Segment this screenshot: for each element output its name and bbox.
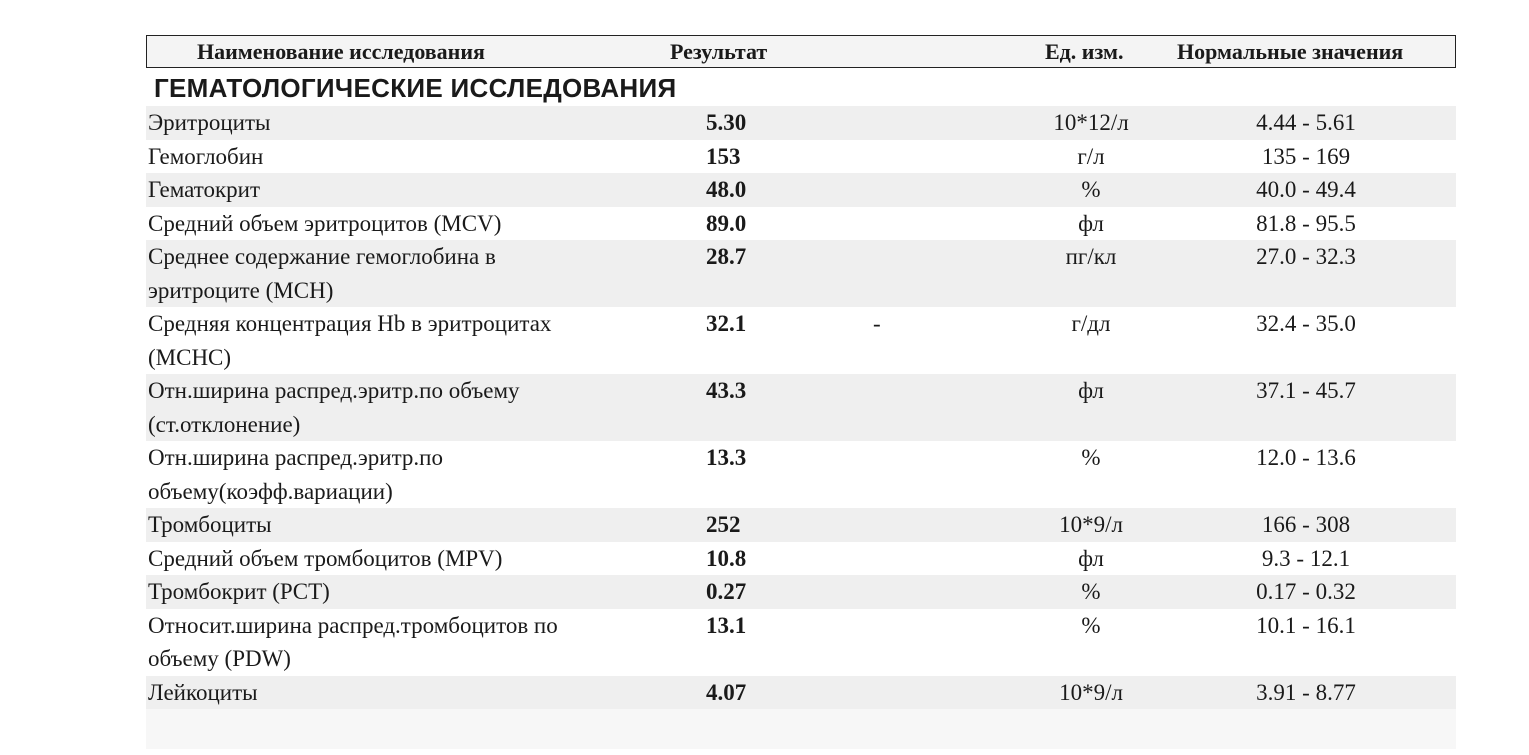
table-row xyxy=(146,575,1456,609)
table-row xyxy=(146,508,1456,542)
row-range: 40.0 - 49.4 xyxy=(1256,177,1356,202)
row-range: 135 - 169 xyxy=(1261,143,1351,169)
table-row xyxy=(146,106,1456,140)
row-unit: % xyxy=(1081,445,1101,470)
row-range: 10.1 - 16.1 xyxy=(1256,612,1356,638)
row-name: Относит.ширина распред.тромбоцитов по объему (PDW) xyxy=(148,612,558,671)
table-row xyxy=(146,240,1456,307)
table-row xyxy=(146,207,1456,241)
row-name: Среднее содержание гемоглобина в эритроците (MCH) xyxy=(148,244,496,303)
row-name: Лейкоциты xyxy=(148,679,258,705)
row-name: Гематокрит xyxy=(148,177,261,202)
row-unit: 10*12/л xyxy=(1053,110,1129,135)
header-range: Нормальные значения xyxy=(1177,39,1404,64)
row-result: 48.0 xyxy=(706,177,747,202)
row-range: 9.3 - 12.1 xyxy=(1261,545,1351,571)
row-unit: 10*9/л xyxy=(1059,679,1123,705)
row-range: 3.91 - 8.77 xyxy=(1256,679,1356,705)
row-name: Отн.ширина распред.эритр.по объему (ст.отклонение) xyxy=(148,378,520,437)
row-unit: пг/кл xyxy=(1065,244,1117,269)
row-name: Гемоглобин xyxy=(148,143,264,169)
row-unit: % xyxy=(1081,579,1101,604)
row-flag: - xyxy=(873,311,881,336)
row-unit: фл xyxy=(1078,378,1104,403)
row-result: 13.1 xyxy=(706,612,747,638)
table-row xyxy=(146,374,1456,441)
lab-report-table xyxy=(146,35,1456,749)
row-unit: 10*9/л xyxy=(1059,512,1123,537)
row-range: 0.17 - 0.32 xyxy=(1256,579,1356,604)
table-row xyxy=(146,542,1456,576)
row-range: 81.8 - 95.5 xyxy=(1256,210,1356,236)
row-name: Тромбоциты xyxy=(148,512,272,537)
row-unit: фл xyxy=(1078,210,1104,236)
row-name: Отн.ширина распред.эритр.по объему(коэфф.вариации) xyxy=(148,445,443,504)
row-result: 10.8 xyxy=(706,545,747,571)
row-result: 4.07 xyxy=(706,679,747,705)
row-range: 166 - 308 xyxy=(1261,512,1351,537)
section-title: ГЕМАТОЛОГИЧЕСКИЕ ИССЛЕДОВАНИЯ xyxy=(154,73,677,103)
row-name: Средняя концентрация Hb в эритроцитах (MCHC) xyxy=(148,311,552,370)
row-result: 13.3 xyxy=(706,445,747,470)
row-unit: г/л xyxy=(1077,143,1105,169)
table-row xyxy=(146,441,1456,508)
row-name: Средний объем тромбоцитов (MPV) xyxy=(148,545,503,571)
table-row xyxy=(146,676,1456,710)
row-result: 89.0 xyxy=(706,210,747,236)
row-unit: г/дл xyxy=(1071,311,1111,336)
results-list xyxy=(146,106,1456,709)
header-unit: Ед. изм. xyxy=(1045,39,1124,64)
header-result: Результат xyxy=(670,39,768,64)
row-name: Эритроциты xyxy=(148,110,271,135)
row-name: Тромбокрит (PCT) xyxy=(148,579,330,604)
row-range: 32.4 - 35.0 xyxy=(1256,311,1356,336)
row-range: 4.44 - 5.61 xyxy=(1256,110,1356,135)
table-row xyxy=(146,307,1456,374)
row-result: 153 xyxy=(706,143,741,169)
row-result: 43.3 xyxy=(706,378,747,403)
row-name: Средний объем эритроцитов (MCV) xyxy=(148,210,502,236)
table-header xyxy=(146,35,1456,68)
row-result: 32.1 xyxy=(706,311,747,336)
row-result: 0.27 xyxy=(706,579,747,604)
row-result: 252 xyxy=(706,512,741,537)
row-unit: % xyxy=(1081,177,1101,202)
header-name: Наименование исследования xyxy=(197,39,485,64)
table-row xyxy=(146,140,1456,174)
row-unit: % xyxy=(1081,612,1101,638)
row-range: 37.1 - 45.7 xyxy=(1256,378,1356,403)
table-row xyxy=(146,173,1456,207)
table-row xyxy=(146,609,1456,676)
row-result: 5.30 xyxy=(706,110,747,135)
row-unit: фл xyxy=(1078,545,1104,571)
row-range: 27.0 - 32.3 xyxy=(1256,244,1356,269)
table-footer xyxy=(146,709,1456,749)
row-range: 12.0 - 13.6 xyxy=(1256,445,1356,470)
row-result: 28.7 xyxy=(706,244,747,269)
